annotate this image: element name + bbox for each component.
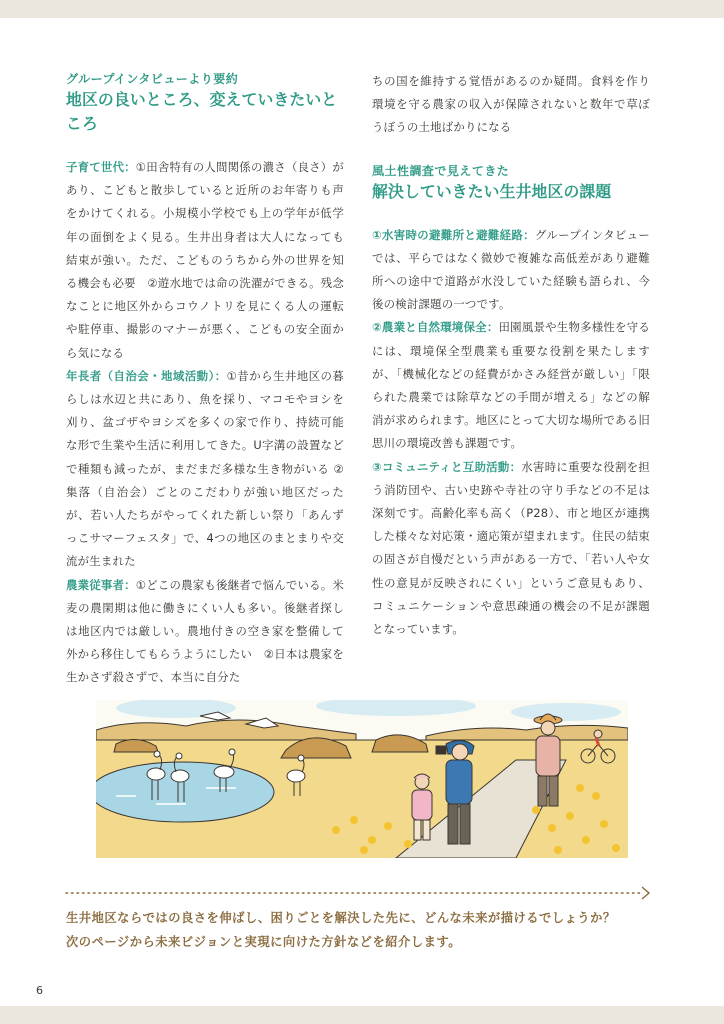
chevron-right-icon xyxy=(642,887,649,899)
issue-flood-evacuation xyxy=(372,224,650,317)
dotted-divider-arrow xyxy=(64,886,654,900)
closing-message xyxy=(66,906,666,954)
section-childcare xyxy=(66,156,344,365)
right-kicker: 風土性調査で見えてきた xyxy=(372,163,510,178)
closing-line-2: 次のページから未来ビジョンと実現に向けた方針などを紹介します。 xyxy=(66,935,461,949)
left-heading: 地区の良いところ、変えていきたいところ xyxy=(66,90,338,133)
bottom-band xyxy=(0,1006,724,1024)
left-column xyxy=(66,70,344,690)
section-text: ①田舎特有の人間関係の濃さ（良さ）があり、こどもと散歩していると近所のお年寄りも声をかけてくれる。小規模小学校でも上の学年が低学年の面倒をよく見る。生井出身者は大人になっても結束が強い。ただ、こどものうちから外の世界を知る機会も必要 ②遊水地では命の洗濯ができる。残念なことに地区外からコウノトリを見にくる人の運転や駐停車、撮影のマナーが悪く、こどもの安全面から気になる xyxy=(66,160,344,360)
wetland-birdwatching-illustration xyxy=(96,700,628,858)
issue-agriculture-environment xyxy=(372,316,650,455)
right-heading: 解決していきたい生井地区の課題 xyxy=(372,181,612,201)
closing-line-1: 生井地区ならではの良さを伸ばし、困りごとを解決した先に、どんな未来が描けるでしょうか？ xyxy=(66,911,616,925)
top-band xyxy=(0,0,724,18)
section-elders xyxy=(66,365,344,574)
section-term: 年長者（自治会・地域活動）： xyxy=(66,368,227,383)
issue-term: ①水害時の避難所と避難経路： xyxy=(372,227,535,242)
issue-community xyxy=(372,456,650,642)
left-kicker: グループインタビューより要約 xyxy=(66,72,239,86)
right-column xyxy=(372,70,650,641)
issue-term: ③コミュニティと互助活動： xyxy=(372,459,522,474)
issue-text: グループインタビューでは、平らではなく微妙で複雑な高低差があり避難所への途中で道路が水没していた経験も語られ、今後の検討課題の一つです。 xyxy=(372,227,650,312)
section-farmers xyxy=(66,574,344,690)
issue-text: 水害時に重要な役割を担う消防団や、古い史跡や寺社の守り手などの不足は深刻です。高齢化率も高く（P28）、市と地区が連携した様々な対応策・適応策が望まれます。住民の結束の固さが自慢だという声がある一方で、「若い人や女性の意見が反映されにくい」というご意見もあり、コミュニケーションや意思疎通の機会の不足が課題となっています。 xyxy=(372,459,650,637)
continued-text: ちの国を維持する覚悟があるのか疑問。食料を作り環境を守る農家の収入が保障されないと数年で草ぼうぼうの土地ばかりになる xyxy=(372,74,650,135)
left-heading-block xyxy=(66,70,344,136)
issue-text: 田園風景や生物多様性を守るには、環境保全型農業も重要な役割を果たしますが、「機械化などの経費がかさみ経営が厳しい」「限られた農業では除草などの手間が増える」などの解消が求められます。地区にとって大切な場所である旧思川の環境改善も課題です。 xyxy=(372,320,651,451)
section-term: 子育て世代： xyxy=(66,160,136,174)
section-text: ①昔から生井地区の暮らしは水辺と共にあり、魚を採り、マコモやヨシを刈り、盆ゴザやヨシズを多くの家で作り、持続可能な形で生業や生活に利用してきた。U字溝の設置などで種類も減ったが、まだまだ多様な生き物がいる ②集落（自治会）ごとのこだわりが強い地区だったが、若い人たちがやってくれた新しい祭り「あんずっこサマーフェスタ」で、4つの地区のまとまりや交流が生まれた xyxy=(66,368,344,569)
issue-term: ②農業と自然環境保全： xyxy=(372,320,499,335)
page-number: 6 xyxy=(36,984,43,997)
section-text: ①どこの農家も後継者で悩んでいる。米麦の農閑期は他に働きにくい人も多い。後継者探しは地区内では厳しい。農地付きの空き家を整備して外から移住してもらうようにしたい ②日本は農家を生かさず殺さずで、本当に自分た xyxy=(66,577,344,685)
right-heading-block xyxy=(372,162,650,204)
section-term: 農業従事者： xyxy=(66,577,136,592)
